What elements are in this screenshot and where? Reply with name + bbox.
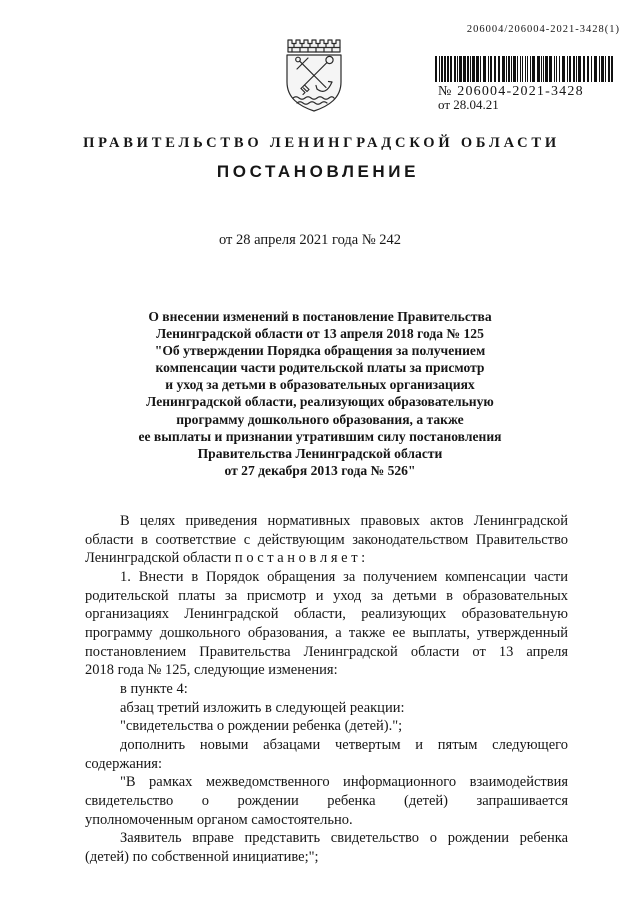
- body-line: В целях приведения нормативных правовых актов Ленинградской: [120, 513, 568, 529]
- barcode-bar: [502, 56, 505, 82]
- barcode-bar: [459, 56, 462, 82]
- title-line: "Об утверждении Порядка обращения за получением: [154, 343, 486, 359]
- barcode-bar: [554, 56, 555, 82]
- barcode-bar: [511, 56, 512, 82]
- body-line: абзац третий изложить в следующей реакции:: [120, 699, 405, 716]
- document-type: ПОСТАНОВЛЕНИЕ: [216, 162, 420, 181]
- body-line: в пункте 4:: [120, 680, 188, 697]
- barcode-bar: [517, 56, 518, 82]
- barcode-bar: [587, 56, 589, 82]
- barcode-bar: [594, 56, 597, 82]
- title-line: программу дошкольного образования, а также: [176, 411, 464, 427]
- barcode-bar: [480, 56, 481, 82]
- title-line: Правительства Ленинградской области: [197, 445, 443, 461]
- barcode-bar: [608, 56, 610, 82]
- barcode-bar: [494, 56, 496, 82]
- barcode-bar: [447, 56, 449, 82]
- barcode-bar: [522, 56, 523, 82]
- body-line: содержания:: [85, 755, 163, 772]
- barcode-bar: [525, 56, 526, 82]
- body-line: организациях Ленинградской области, реализующих образовательную: [85, 606, 568, 623]
- barcode-bar: [562, 56, 565, 82]
- barcode-bar: [567, 56, 568, 82]
- body-line: постановлением Правительства Ленинградской области от 13 апреля: [85, 643, 568, 660]
- body-line: уполномоченным органом самостоятельно.: [85, 811, 353, 828]
- barcode-bar: [467, 56, 469, 82]
- barcode-bar: [483, 56, 486, 82]
- registration-date: от 28.04.21: [438, 97, 499, 112]
- body-line: дополнить новыми абзацами четвертым и пятым следующего: [120, 736, 568, 753]
- coat-of-arms-icon: [281, 35, 347, 113]
- document-code: 206004/206004-2021-3428(1): [466, 24, 620, 35]
- body-line: Заявитель вправе представить свидетельство о рождении ребенка: [120, 830, 568, 847]
- body-line: "В рамках межведомственного информационного взаимодействия: [120, 774, 568, 791]
- title-line: О внесении изменений в постановление Правительства: [148, 309, 492, 324]
- document-date-number: от 28 апреля 2021 года № 242: [219, 232, 402, 248]
- title-line: ее выплаты и признании утратившим силу постановления: [138, 428, 502, 444]
- barcode-bar: [559, 56, 560, 82]
- body-line: Ленинградской области п о с т а н о в л я е т :: [85, 550, 366, 567]
- barcode-bar: [506, 56, 507, 82]
- barcode-bar: [450, 56, 452, 82]
- barcode-bar: [532, 56, 535, 82]
- body-line: (детей) по собственной инициативе;";: [85, 848, 319, 865]
- barcode-bar: [576, 56, 577, 82]
- barcode-bar: [530, 56, 531, 82]
- document-title: [0, 308, 640, 479]
- barcode-bar: [441, 56, 443, 82]
- body-line: 1. Внести в Порядок обращения за получением компенсации части: [120, 568, 568, 585]
- barcode-bar: [454, 56, 456, 82]
- body-line: программу дошкольного образования, а также ее выплаты, утвержденный: [85, 624, 568, 641]
- body-line: области в соответствие с действующим законодательством Правительство: [85, 531, 568, 548]
- barcode-bar: [488, 56, 489, 82]
- barcode-bar: [569, 56, 571, 82]
- barcode-bar: [611, 56, 613, 82]
- document-body: [85, 512, 568, 866]
- title-line: компенсации части родительской платы за присмотр: [155, 360, 485, 376]
- issuing-authority: ПРАВИТЕЛЬСТВО ЛЕНИНГРАДСКОЙ ОБЛАСТИ: [83, 135, 560, 151]
- barcode-bar: [490, 56, 492, 82]
- barcode-bar: [527, 56, 528, 82]
- barcode-bar: [599, 56, 600, 82]
- barcode-bar: [541, 56, 542, 82]
- body-line: свидетельство о рождении ребенка (детей) запрашивается: [85, 792, 568, 809]
- barcode-bar: [439, 56, 440, 82]
- barcode-bar: [435, 56, 437, 82]
- barcode-bar: [601, 56, 604, 82]
- barcode-bar: [537, 56, 540, 82]
- barcode-bar: [444, 56, 446, 82]
- barcode-bar: [520, 56, 521, 82]
- barcode-bar: [508, 56, 510, 82]
- barcode-bar: [513, 56, 516, 82]
- barcode-bar: [605, 56, 606, 82]
- body-line: родительской платы за присмотр и уход за детьми в образовательных: [85, 587, 568, 604]
- title-line: Ленинградской области от 13 апреля 2018 года № 125: [156, 326, 484, 342]
- barcode-bar: [578, 56, 581, 82]
- barcode-bar: [472, 56, 475, 82]
- barcode-bar: [545, 56, 548, 82]
- barcode-bar: [457, 56, 458, 82]
- barcode-bar: [573, 56, 575, 82]
- barcode-bar: [498, 56, 500, 82]
- registration-number: № 206004-2021-3428: [438, 84, 584, 99]
- body-line: "свидетельства о рождении ребенка (детей).";: [120, 718, 403, 735]
- title-line: Ленинградской области, реализующих образовательную: [146, 394, 494, 410]
- barcode-bar: [549, 56, 552, 82]
- barcode-bar: [476, 56, 479, 82]
- barcode-bar: [463, 56, 466, 82]
- barcode-icon: [434, 56, 616, 82]
- barcode-bar: [591, 56, 592, 82]
- barcode-bar: [543, 56, 544, 82]
- barcode-bar: [583, 56, 585, 82]
- title-line: от 27 декабря 2013 года № 526": [224, 462, 416, 478]
- body-line: 2018 года № 125, следующие изменения:: [85, 662, 338, 679]
- title-line: и уход за детьми в образовательных организациях: [165, 377, 475, 393]
- barcode-bar: [556, 56, 557, 82]
- barcode-bar: [470, 56, 471, 82]
